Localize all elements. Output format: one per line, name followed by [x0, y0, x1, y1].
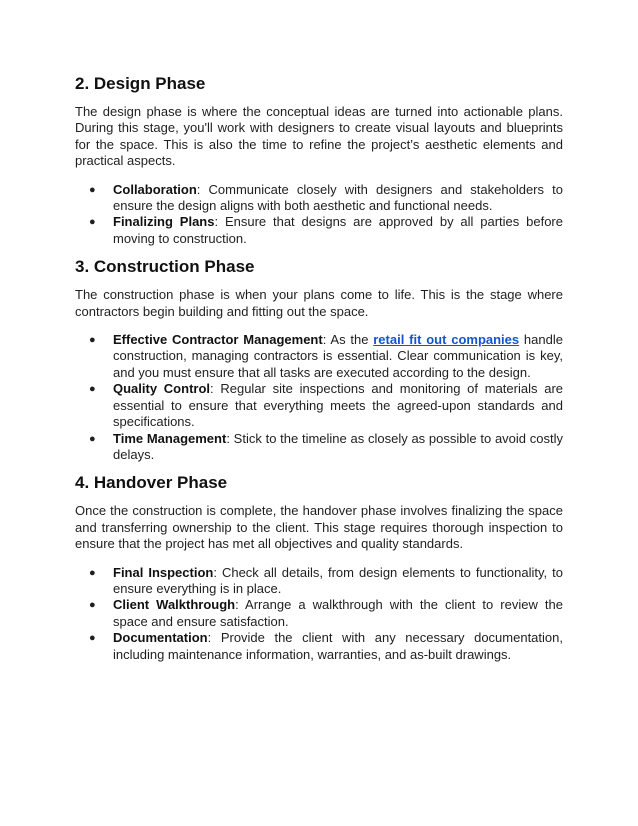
list-item-term: Time Management — [113, 430, 227, 446]
list-item-term: Client Walkthrough — [113, 597, 236, 613]
section-handover-phase — [75, 473, 563, 663]
retail-fit-out-companies-link[interactable]: retail fit out companies — [373, 332, 520, 348]
list-item-text: : Arrange a walkthrough with the client to review the space and ensure satisfaction. — [113, 597, 563, 629]
bullet-icon: ● — [89, 216, 96, 229]
section-construction-phase — [75, 257, 563, 463]
bullet-icon: ● — [89, 183, 96, 196]
bullet-icon: ● — [89, 383, 96, 396]
bullet-icon: ● — [89, 599, 96, 612]
list-item-term: Quality Control — [113, 381, 211, 397]
list-item — [75, 381, 563, 430]
section-intro: Once the construction is complete, the handover phase involves finalizing the space and transferring ownership to the client. This stage requires thorough inspection to ensure that the project has met all objectives and quality standards. — [75, 503, 563, 552]
list-item-text: : Regular site inspections and monitoring of materials are essential to ensure that everything meets the agreed-upon standards and specifications. — [113, 381, 563, 430]
section-design-phase — [75, 74, 563, 247]
list-item-text: : Stick to the timeline as closely as possible to avoid costly delays. — [113, 430, 563, 462]
document-page — [75, 74, 563, 673]
list-item-term: Final Inspection — [113, 564, 214, 580]
section-heading: 4. Handover Phase — [75, 473, 228, 493]
list-item-term: Effective Contractor Management — [113, 332, 323, 348]
list-item — [75, 182, 563, 215]
section-heading: 3. Construction Phase — [75, 257, 255, 277]
list-item-text: : Communicate closely with designers and stakeholders to ensure the design aligns with both aesthetic and functional needs. — [113, 181, 563, 214]
list-item — [75, 565, 563, 598]
list-item-term: Finalizing Plans — [113, 214, 215, 230]
bullet-icon: ● — [89, 432, 96, 445]
section-intro: The construction phase is when your plans come to life. This is the stage where contractors begin building and fitting out the space. — [75, 287, 563, 319]
list-item — [75, 630, 563, 663]
list-item-text: : Check all details, from design elements to functionality, to ensure everything is in place. — [113, 564, 563, 596]
bullet-list — [75, 332, 563, 463]
list-item — [75, 332, 563, 381]
section-intro: The design phase is where the conceptual ideas are turned into actionable plans. During this stage, you'll work with designers to create visual layouts and blueprints for the space. This is also the time to refine the project’s aesthetic elements and practical aspects. — [75, 104, 563, 169]
list-item — [75, 597, 563, 630]
list-item-text: : Ensure that designs are approved by all parties before moving to construction. — [113, 214, 563, 246]
list-item-term: Documentation — [113, 630, 208, 646]
list-item-text-before-link: : As the — [322, 332, 374, 348]
list-item — [75, 431, 563, 464]
bullet-icon: ● — [89, 334, 96, 347]
bullet-icon: ● — [89, 566, 96, 579]
section-heading: 2. Design Phase — [75, 74, 206, 93]
list-item-text: : Provide the client with any necessary documentation, including maintenance information, warranties, and as-built drawings. — [113, 630, 563, 662]
bullet-list — [75, 565, 563, 663]
list-item-text: handle construction, managing contractors is essential. Clear communication is key, and you must ensure that all tasks are executed according to the design. — [113, 332, 563, 380]
list-item — [75, 214, 563, 247]
bullet-list — [75, 182, 563, 248]
list-item-term: Collaboration — [113, 181, 197, 197]
bullet-icon: ● — [89, 632, 96, 645]
